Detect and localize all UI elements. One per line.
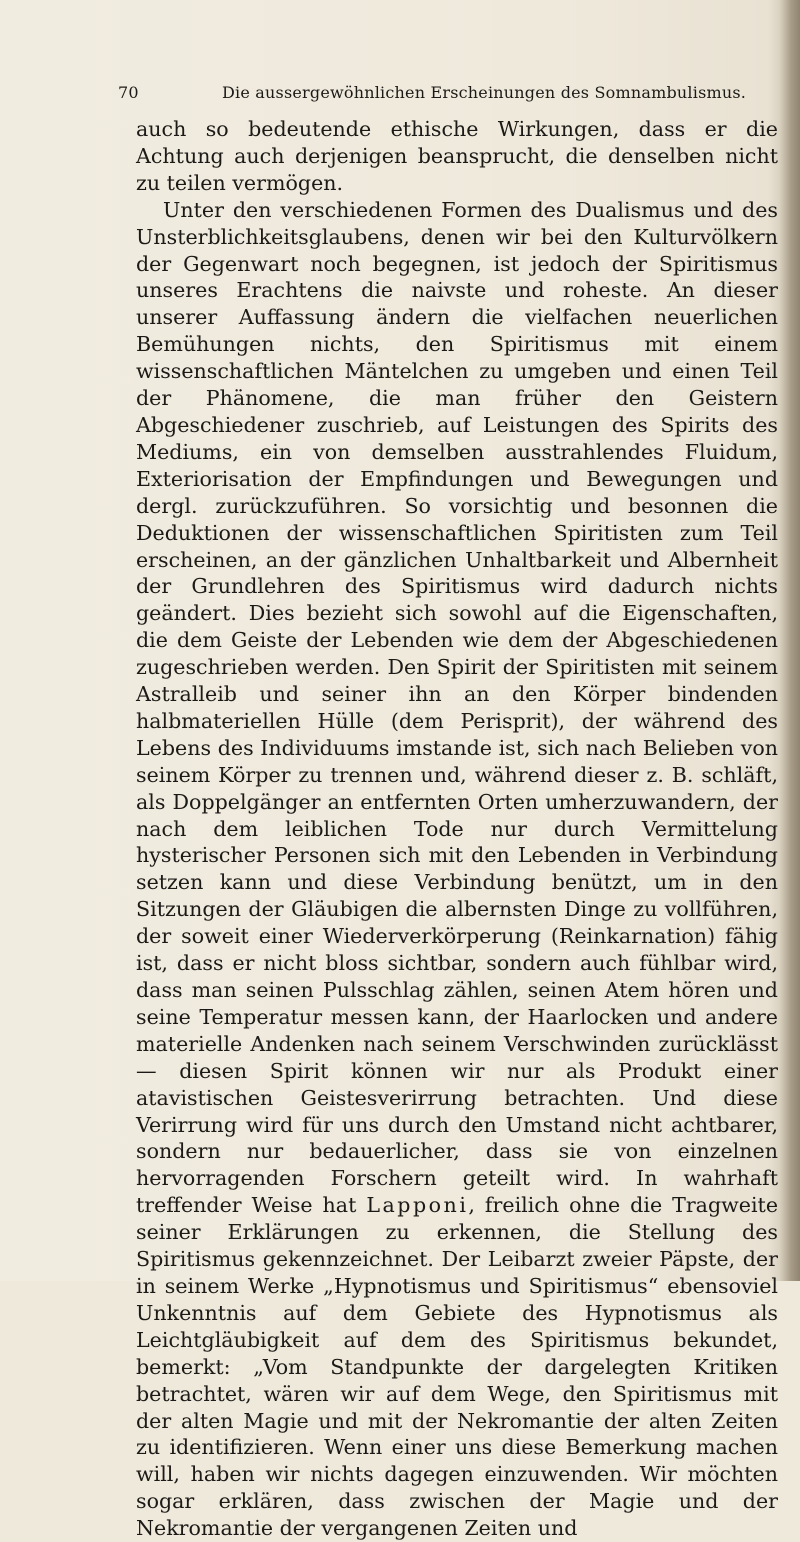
- paragraph-2-text: Unter den verschiedenen Formen des Dualismus und des Unsterblichkeitsglaubens, denen wir bei den Kulturvölkern der Gegenwart noch begegnen, ist jedoch der Spiritismus unseres Erachtens die naivste und roheste. An dieser unserer Auffassung ändern die vielfachen neuerlichen Bemühungen nichts, den Spiritismus mit einem wissenschaftlichen Mäntelchen zu umgeben und einen Teil der Phänomene, die man früher den Geistern Abgeschiedener zuschrieb, auf Leistungen des Spirits des Mediums, ein von demselben ausstrahlendes Fluidum, Exteriorisation der Empfindungen und Bewegungen und dergl. zurückzuführen. So vorsichtig und besonnen die Deduktionen der wissenschaftlichen Spiritisten zum Teil erscheinen, an der gänzlichen Unhaltbarkeit und Albernheit der Grundlehren des Spiritismus wird dadurch nichts geändert. Dies bezieht sich sowohl auf die Eigenschaften, die dem Geiste der Lebenden wie dem der Abgeschiedenen zugeschrieben werden. Den Spirit der Spiritisten mit seinem Astralleib und seiner ihn an den Körper bindenden halbmateriellen Hülle (dem Perisprit), der während des Lebens des Individuums imstande ist, sich nach Belieben von seinem Körper zu trennen und, während dieser z. B. schläft, als Doppelgänger an entfernten Orten umherzuwandern, der nach dem leiblichen Tode nur durch Vermittelung hysterischer Personen sich mit den Lebenden in Verbindung setzen kann und diese Verbindung benützt, um in den Sitzungen der Gläubigen die albernsten Dinge zu vollführen, der soweit einer Wiederverkörperung (Reinkarnation) fähig ist, dass er nicht bloss sichtbar, sondern auch fühlbar wird, dass man seinen Pulsschlag zählen, seinen Atem hören und seine Temperatur messen kann, der Haarlocken und andere materielle Andenken nach seinem Verschwinden zurücklässt — diesen Spirit können wir nur als Produkt einer atavistischen Geistesverirrung betrachten. Und diese Verirrung wird für uns durch den Umstand nicht achtbarer, sondern nur bedauerlicher, dass sie von einzelnen hervorragenden Forschern geteilt wird. In wahrhaft treffender Weise hat: [136, 197, 778, 1218]
- page-binding-edge: [780, 0, 800, 1281]
- running-title: Die aussergewöhnlichen Erscheinungen des Somnambulismus.: [222, 83, 747, 102]
- page-number: 70: [118, 83, 139, 102]
- body-text: [136, 116, 778, 1542]
- author-name-lapponi: Lapponi: [366, 1193, 469, 1218]
- running-header: [118, 83, 747, 107]
- paragraph-2: [136, 197, 778, 1542]
- paragraph-2-tail: , freilich ohne die Tragweite seiner Erklärungen zu erkennen, die Stellung des Spiritismus gekennzeichnet. Der Leibarzt zweier Päpste, der in seinem Werke „Hypnotismus und Spiritismus“ ebensoviel Unkenntnis auf dem Gebiete des Hypnotismus als Leichtgläubigkeit auf dem des Spiritismus bekundet, bemerkt: „Vom Standpunkte der dargelegten Kritiken betrachtet, wären wir auf dem Wege, den Spiritismus mit der alten Magie und mit der Nekromantie der alten Zeiten zu identifizieren. Wenn einer uns diese Bemerkung machen will, haben wir nichts dagegen einzuwenden. Wir möchten sogar erklären, dass zwischen der Magie und der Nekromantie der vergangenen Zeiten und: [136, 1193, 779, 1541]
- paragraph-1: auch so bedeutende ethische Wirkungen, dass er die Achtung auch derjenigen beansprucht, die denselben nicht zu teilen vermögen.: [136, 117, 778, 195]
